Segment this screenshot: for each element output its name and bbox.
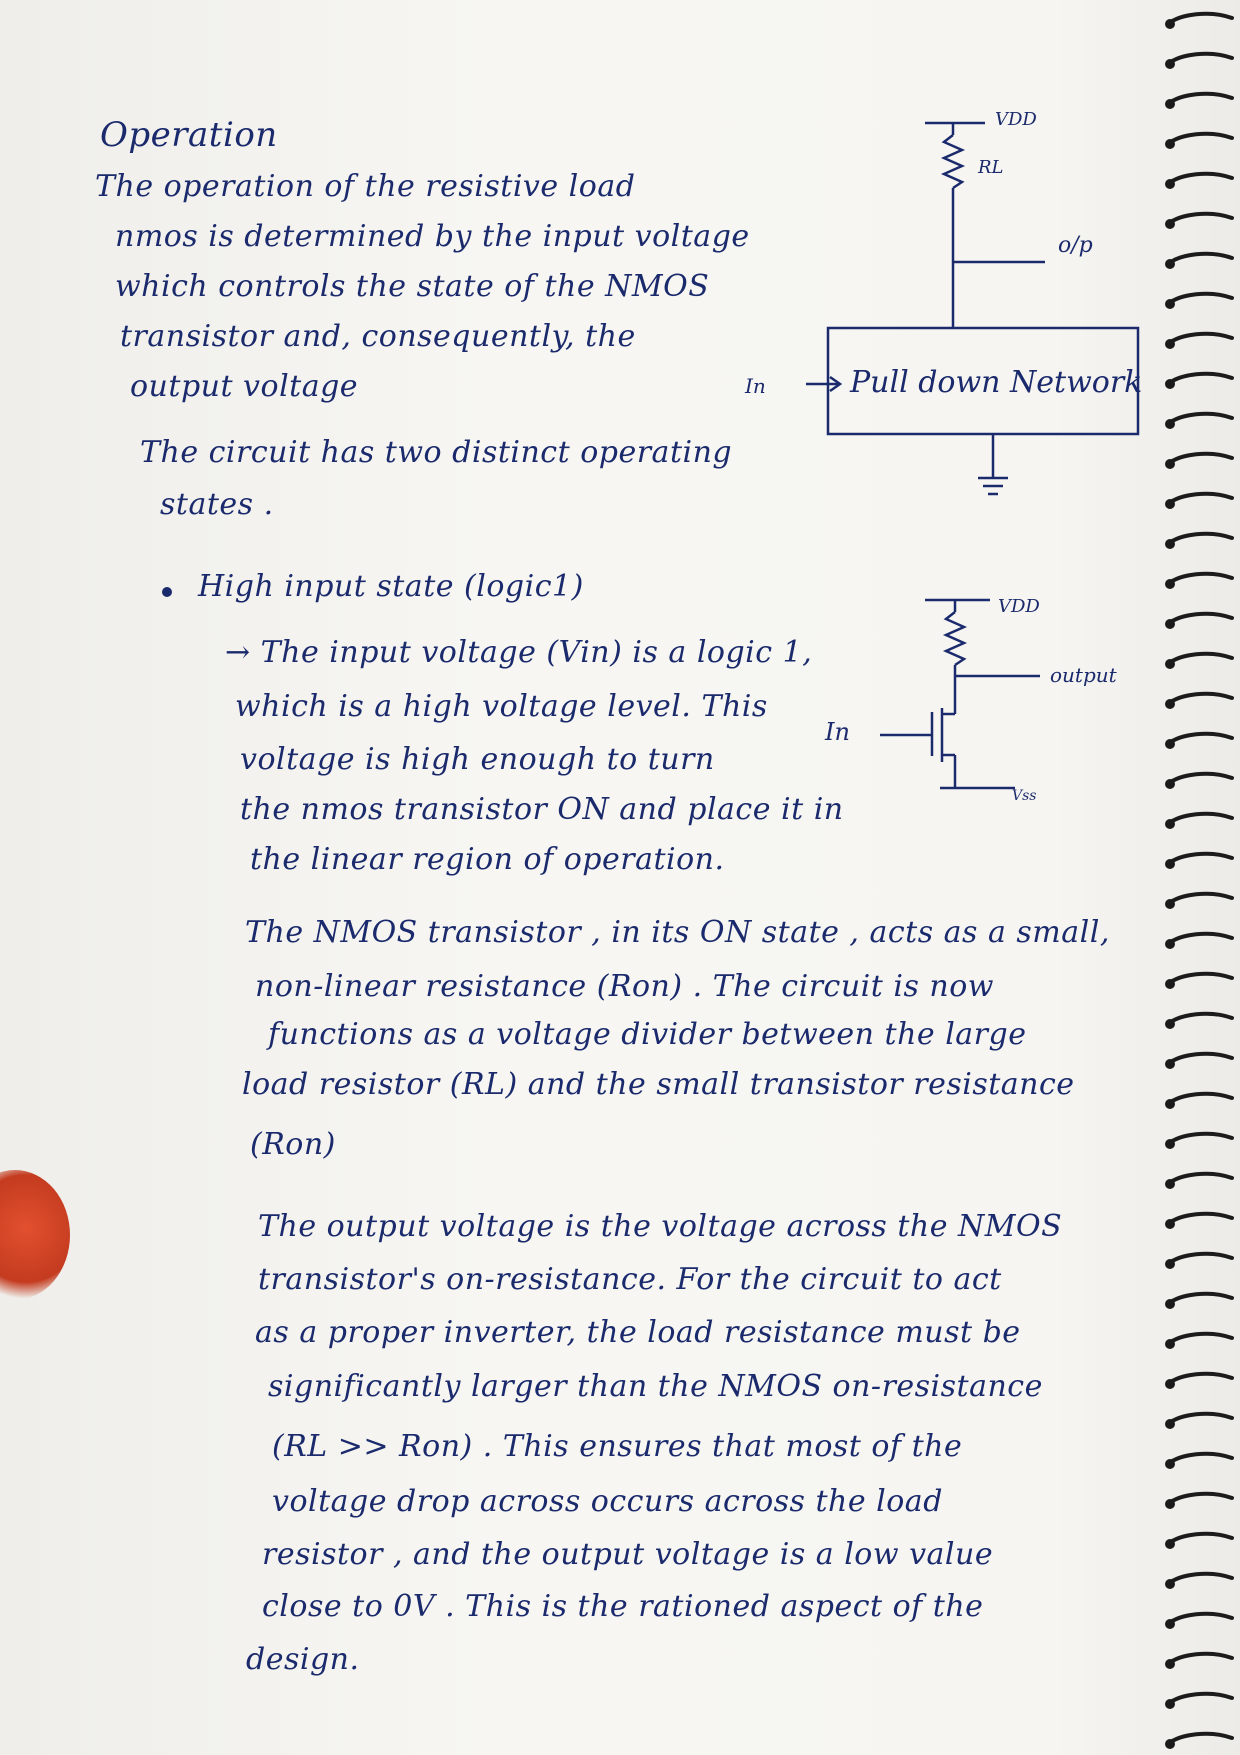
spiral-hole bbox=[1165, 1419, 1175, 1429]
intro-line-5: output voltage bbox=[130, 369, 359, 404]
spiral-hole bbox=[1165, 1459, 1175, 1469]
spiral-coil bbox=[1168, 534, 1232, 544]
para3-line-8: close to 0V . This is the rationed aspect of the bbox=[262, 1589, 984, 1624]
spiral-coil bbox=[1168, 54, 1232, 64]
para3-line-2: transistor's on-resistance. For the circuit to act bbox=[258, 1262, 1002, 1297]
states-line-2: states . bbox=[160, 487, 274, 522]
spiral-coil bbox=[1168, 814, 1232, 824]
para3-line-1: The output voltage is the voltage across the NMOS bbox=[258, 1209, 1063, 1244]
circuit1-input-label: In bbox=[745, 374, 766, 398]
circuit1-vdd-label: VDD bbox=[995, 109, 1037, 130]
para3-line-6: voltage drop across occurs across the load bbox=[272, 1484, 943, 1519]
spiral-hole bbox=[1165, 779, 1175, 789]
spiral-coil bbox=[1168, 414, 1232, 424]
para2-line-4: load resistor (RL) and the small transistor resistance bbox=[242, 1067, 1075, 1102]
spiral-coil bbox=[1168, 14, 1232, 24]
spiral-coil bbox=[1168, 334, 1232, 344]
spiral-hole bbox=[1165, 699, 1175, 709]
intro-line-2: nmos is determined by the input voltage bbox=[115, 219, 750, 254]
para2-line-3: functions as a voltage divider between the large bbox=[268, 1017, 1027, 1052]
spiral-coil bbox=[1168, 134, 1232, 144]
circuit1-output-label: o/p bbox=[1058, 233, 1093, 258]
spiral-hole bbox=[1165, 1299, 1175, 1309]
spiral-coil bbox=[1168, 94, 1232, 104]
spiral-coil bbox=[1168, 1414, 1232, 1424]
spiral-coil bbox=[1168, 1254, 1232, 1264]
spiral-hole bbox=[1165, 1499, 1175, 1509]
spiral-coil bbox=[1168, 1614, 1232, 1624]
spiral-hole bbox=[1165, 619, 1175, 629]
spiral-coil bbox=[1168, 894, 1232, 904]
spiral-coil bbox=[1168, 174, 1232, 184]
spiral-hole bbox=[1165, 1739, 1175, 1749]
para3-line-4: significantly larger than the NMOS on-resistance bbox=[268, 1369, 1043, 1404]
spiral-coil bbox=[1168, 1094, 1232, 1104]
para3-line-9: design. bbox=[246, 1642, 360, 1677]
spiral-coil bbox=[1168, 454, 1232, 464]
spiral-hole bbox=[1165, 299, 1175, 309]
spiral-hole bbox=[1165, 659, 1175, 669]
para3-line-3: as a proper inverter, the load resistance must be bbox=[255, 1315, 1021, 1350]
bullet-line-1: → The input voltage (Vin) is a logic 1, bbox=[225, 635, 813, 670]
spiral-hole bbox=[1165, 259, 1175, 269]
spiral-coil bbox=[1168, 1734, 1232, 1744]
spiral-hole bbox=[1165, 1659, 1175, 1669]
spiral-hole bbox=[1165, 19, 1175, 29]
spiral-hole bbox=[1165, 1219, 1175, 1229]
bullet-line-3: voltage is high enough to turn bbox=[240, 742, 715, 777]
spiral-hole bbox=[1165, 419, 1175, 429]
bullet-heading: High input state (logic1) bbox=[198, 569, 584, 604]
spiral-hole bbox=[1165, 1099, 1175, 1109]
spiral-hole bbox=[1165, 1259, 1175, 1269]
para3-line-5: (RL >> Ron) . This ensures that most of the bbox=[272, 1429, 963, 1464]
spiral-hole bbox=[1165, 1379, 1175, 1389]
spiral-hole bbox=[1165, 859, 1175, 869]
spiral-coil bbox=[1168, 1214, 1232, 1224]
page-heading: Operation bbox=[100, 115, 278, 155]
spiral-hole bbox=[1165, 459, 1175, 469]
spiral-hole bbox=[1165, 499, 1175, 509]
circuit2-input-label: In bbox=[825, 718, 850, 746]
spiral-coil bbox=[1168, 1374, 1232, 1384]
para2-line-1: The NMOS transistor , in its ON state , acts as a small, bbox=[245, 915, 1110, 950]
spiral-hole bbox=[1165, 1019, 1175, 1029]
bullet-line-5: the linear region of operation. bbox=[250, 842, 725, 877]
spiral-hole bbox=[1165, 379, 1175, 389]
intro-line-4: transistor and, consequently, the bbox=[120, 319, 636, 354]
spiral-coil bbox=[1168, 854, 1232, 864]
para3-line-7: resistor , and the output voltage is a low value bbox=[262, 1537, 994, 1572]
spiral-coil bbox=[1168, 1574, 1232, 1584]
para2-line-2: non-linear resistance (Ron) . The circuit is now bbox=[255, 969, 994, 1004]
spiral-coil bbox=[1168, 494, 1232, 504]
spiral-hole bbox=[1165, 739, 1175, 749]
spiral-hole bbox=[1165, 179, 1175, 189]
spiral-coil bbox=[1168, 214, 1232, 224]
spiral-coil bbox=[1168, 694, 1232, 704]
spiral-hole bbox=[1165, 1539, 1175, 1549]
spiral-hole bbox=[1165, 1139, 1175, 1149]
spiral-coil bbox=[1168, 1294, 1232, 1304]
states-line-1: The circuit has two distinct operating bbox=[140, 435, 733, 470]
spiral-hole bbox=[1165, 539, 1175, 549]
spiral-hole bbox=[1165, 1179, 1175, 1189]
spiral-hole bbox=[1165, 1699, 1175, 1709]
spiral-coil bbox=[1168, 254, 1232, 264]
spiral-hole bbox=[1165, 139, 1175, 149]
spiral-coil bbox=[1168, 294, 1232, 304]
spiral-coil bbox=[1168, 1334, 1232, 1344]
spiral-coil bbox=[1168, 1694, 1232, 1704]
spiral-coil bbox=[1168, 1454, 1232, 1464]
circuit2-vss-label: Vss bbox=[1012, 788, 1037, 804]
circuit1-rl-label: RL bbox=[978, 157, 1004, 178]
spiral-hole bbox=[1165, 339, 1175, 349]
spiral-hole bbox=[1165, 1339, 1175, 1349]
bullet-line-4: the nmos transistor ON and place it in bbox=[240, 792, 844, 827]
spiral-binding-icon bbox=[1160, 0, 1240, 1755]
spiral-coil bbox=[1168, 734, 1232, 744]
spiral-coil bbox=[1168, 1014, 1232, 1024]
spiral-hole bbox=[1165, 59, 1175, 69]
circuit2-vdd-label: VDD bbox=[998, 596, 1040, 617]
spiral-coil bbox=[1168, 934, 1232, 944]
spiral-hole bbox=[1165, 99, 1175, 109]
spiral-coil bbox=[1168, 1174, 1232, 1184]
spiral-coil bbox=[1168, 1134, 1232, 1144]
spiral-coil bbox=[1168, 1054, 1232, 1064]
circuit1-block-label: Pull down Network bbox=[850, 365, 1143, 400]
spiral-coil bbox=[1168, 1654, 1232, 1664]
spiral-coil bbox=[1168, 774, 1232, 784]
spiral-coil bbox=[1168, 374, 1232, 384]
spiral-hole bbox=[1165, 1579, 1175, 1589]
bullet-line-2: which is a high voltage level. This bbox=[235, 689, 768, 724]
spiral-coil bbox=[1168, 614, 1232, 624]
intro-line-3: which controls the state of the NMOS bbox=[115, 269, 710, 304]
spiral-hole bbox=[1165, 219, 1175, 229]
spiral-coil bbox=[1168, 1494, 1232, 1504]
intro-line-1: The operation of the resistive load bbox=[95, 169, 636, 204]
spiral-hole bbox=[1165, 939, 1175, 949]
circuit2-output-label: output bbox=[1050, 663, 1117, 687]
spiral-hole bbox=[1165, 1619, 1175, 1629]
para2-line-5: (Ron) bbox=[250, 1127, 336, 1162]
spiral-coil bbox=[1168, 574, 1232, 584]
spiral-hole bbox=[1165, 1059, 1175, 1069]
spiral-hole bbox=[1165, 899, 1175, 909]
spiral-hole bbox=[1165, 579, 1175, 589]
spiral-coil bbox=[1168, 654, 1232, 664]
spiral-hole bbox=[1165, 979, 1175, 989]
spiral-hole bbox=[1165, 819, 1175, 829]
spiral-coil bbox=[1168, 1534, 1232, 1544]
spiral-coil bbox=[1168, 974, 1232, 984]
